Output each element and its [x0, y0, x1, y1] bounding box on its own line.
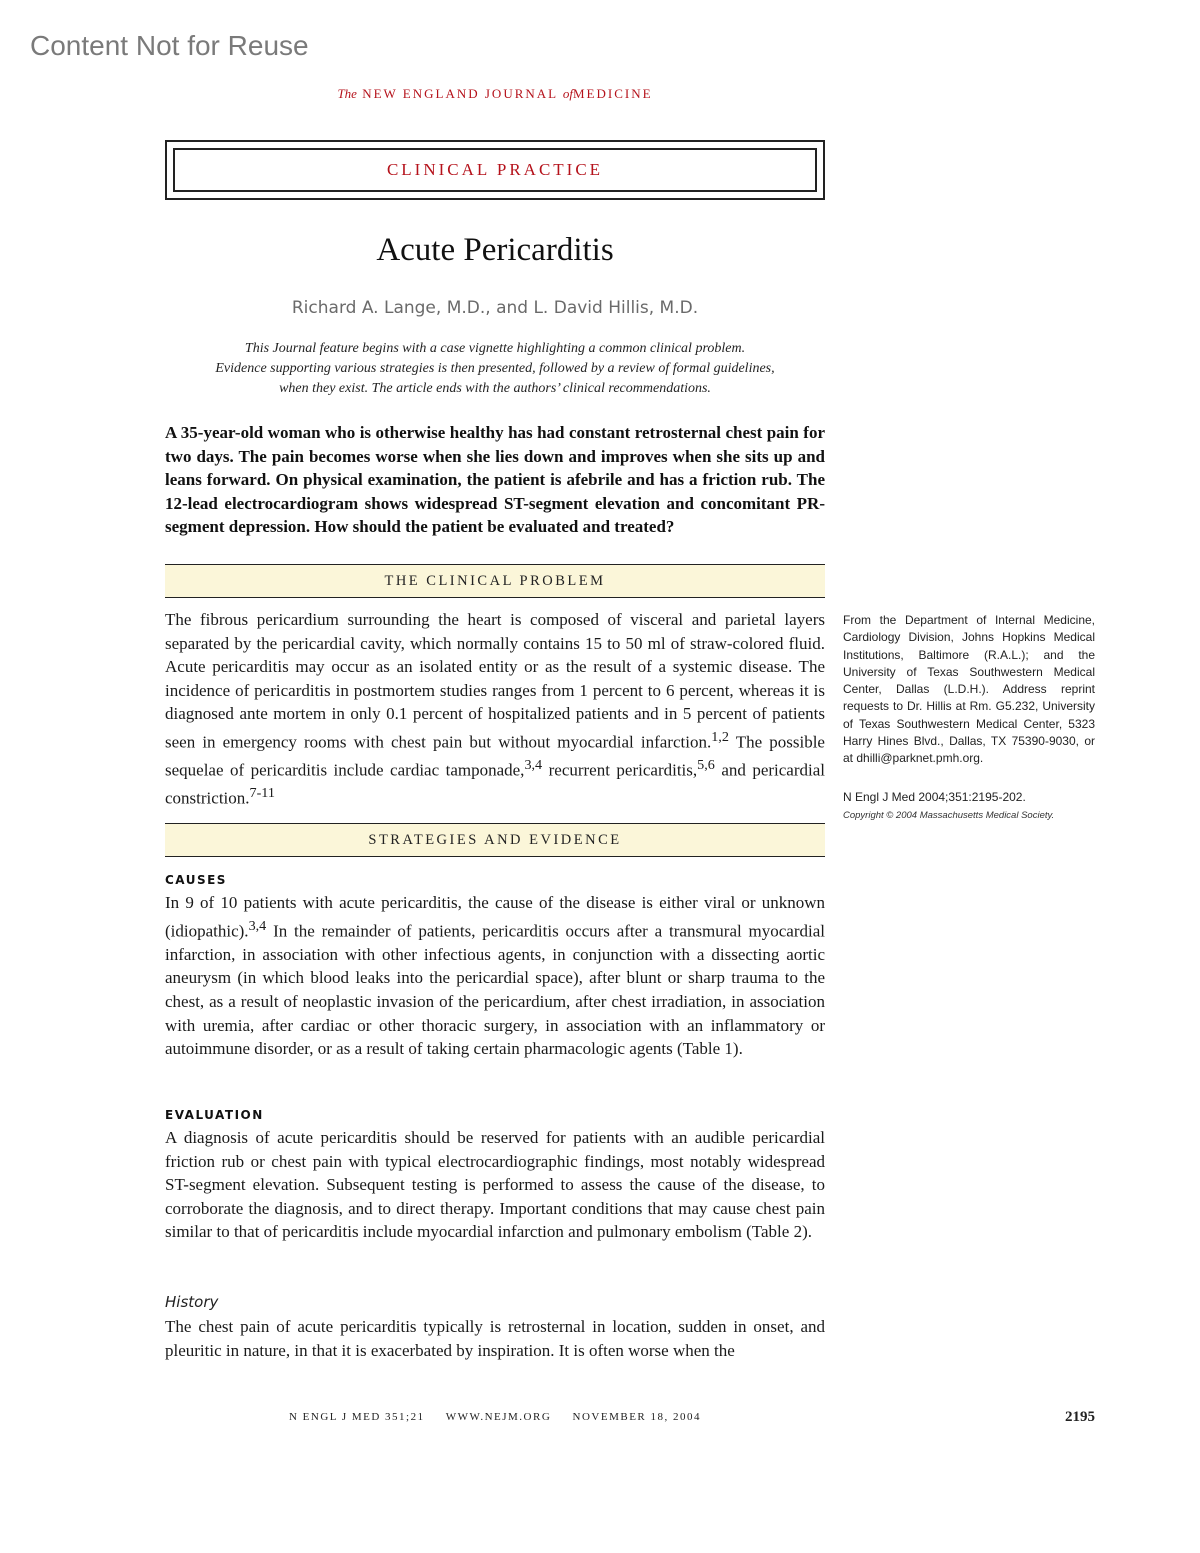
intro-line: Evidence supporting various strategies is then presented, followed by a review of formal guidelines,: [215, 361, 775, 376]
page-number: 2195: [1065, 1409, 1095, 1425]
text-span: In 9 of 10 patients with acute pericarditis, the cause of the disease is either viral or unknown (idiopathic).: [165, 893, 825, 941]
intro-line: This Journal feature begins with a case vignette highlighting a common clinical problem.: [244, 341, 746, 356]
clinical-problem-paragraph: [165, 608, 825, 811]
article-authors: Richard A. Lange, M.D., and L. David Hillis, M.D.: [291, 298, 699, 318]
text-span: The possible sequelae of pericarditis include cardiac tamponade,: [165, 732, 825, 780]
feature-introduction: [175, 339, 815, 399]
heading-strategies-and-evidence: STRATEGIES AND EVIDENCE: [368, 832, 622, 848]
masthead-the: The: [337, 86, 357, 101]
reference-superscript: 1,2: [711, 728, 729, 745]
section-heading-band-strategies: [165, 823, 825, 857]
reference-superscript: 3,4: [524, 757, 543, 774]
case-vignette: A 35-year-old woman who is otherwise healthy has had constant retrosternal chest pain for two days. The pain becomes worse when she lies down and improves when she sits up and leans forward. On physical examination, the patient is afebrile and has a friction rub. The 12-lead electrocardiogram shows widespread ST-segment elevation and concomitant PR-segment depression. How should the patient be evaluated and treated?: [165, 423, 825, 537]
author-affiliation-sidenote: From the Department of Internal Medicine, Cardiology Division, Johns Hopkins Medical Institutions, Baltimore (R.A.L.); and the University of Texas Southwestern Medical Center, Dallas (L.D.H.). Address reprint requests to Dr. Hillis at Rm. G5.232, University of Texas Southwestern Medical Center, 5323 Harry Hines Blvd., Dallas, TX 75390-9030, or at dhilli@parknet.pmh.org.: [843, 613, 1095, 766]
subheading-causes: CAUSES: [165, 873, 227, 887]
copyright-notice: Copyright © 2004 Massachusetts Medical Society.: [843, 810, 1055, 821]
text-span: recurrent pericarditis,: [542, 760, 698, 780]
text-span: In the remainder of patients, pericarditis occurs after a transmural myocardial infarction, in association with other infectious agents, in conjunction with a dissecting aortic aneurysm (in which blood leaks into the pericardial space), after blunt or sharp trauma to the chest, as a result of neoplastic invasion of the pericardium, after chest irradiation, in association with uremia, after cardiac or other thoracic surgery, in association with an inflammatory or autoimmune disorder, or as a result of taking certain pharmacologic agents (Table 1).: [165, 921, 825, 1059]
text-span: The fibrous pericardium surrounding the heart is composed of visceral and parietal layers separated by the pericardial cavity, which normally contains 15 to 50 ml of straw-colored fluid. Acute pericarditis may occur as an isolated entity or as the result of a systemic disease. The incidence of pericarditis in postmortem studies ranges from 1 percent to 6 percent, whereas it is diagnosed ante mortem in only 0.1 percent of hospitalized patients and in 5 percent of patients seen in emergency rooms with chest pain but without myocardial infarction.: [165, 610, 825, 752]
text-span: and pericardial constriction.: [165, 760, 825, 809]
footer-journal-ref: N ENGL J MED 351;21: [288, 1411, 425, 1423]
intro-line: when they exist. The article ends with the authors’ clinical recommendations.: [279, 381, 711, 396]
article-citation: N Engl J Med 2004;351:2195-202.: [843, 790, 1026, 804]
subheading-evaluation: EVALUATION: [165, 1108, 264, 1122]
page-footer: [165, 1411, 825, 1423]
masthead-of: of: [562, 86, 573, 101]
section-label-box: [165, 140, 825, 200]
reference-superscript: 7-11: [249, 785, 275, 802]
masthead-name-part2: MEDICINE: [573, 86, 653, 101]
history-paragraph: The chest pain of acute pericarditis typically is retrosternal in location, sudden in onset, and pleuritic in nature, in that it is exacerbated by inspiration. It is often worse when the: [165, 1317, 825, 1360]
journal-masthead: [165, 86, 825, 102]
section-heading-band-clinical-problem: [165, 564, 825, 598]
reference-superscript: 5,6: [697, 757, 715, 774]
subheading-history: History: [165, 1293, 219, 1311]
footer-date: NOVEMBER 18, 2004: [572, 1411, 702, 1423]
article-title: Acute Pericarditis: [376, 232, 614, 268]
section-label: CLINICAL PRACTICE: [386, 160, 604, 179]
section-label-inner-box: [173, 148, 817, 192]
reference-superscript: 3,4: [248, 917, 267, 934]
footer-website: WWW.NEJM.ORG: [445, 1411, 552, 1423]
watermark: Content Not for Reuse: [30, 30, 309, 61]
evaluation-paragraph: A diagnosis of acute pericarditis should be reserved for patients with an audible pericardial friction rub or chest pain with typical electrocardiographic findings, most notably widespread ST-segment elevation. Subsequent testing is performed to assess the cause of the disease, to corroborate the diagnosis, and to direct therapy. Important conditions that may cause chest pain similar to that of pericarditis include myocardial infarction and pulmonary embolism (Table 2).: [165, 1128, 825, 1242]
masthead-name-part1: NEW ENGLAND JOURNAL: [362, 86, 558, 101]
causes-paragraph: [165, 891, 825, 1061]
heading-clinical-problem: THE CLINICAL PROBLEM: [384, 573, 606, 589]
